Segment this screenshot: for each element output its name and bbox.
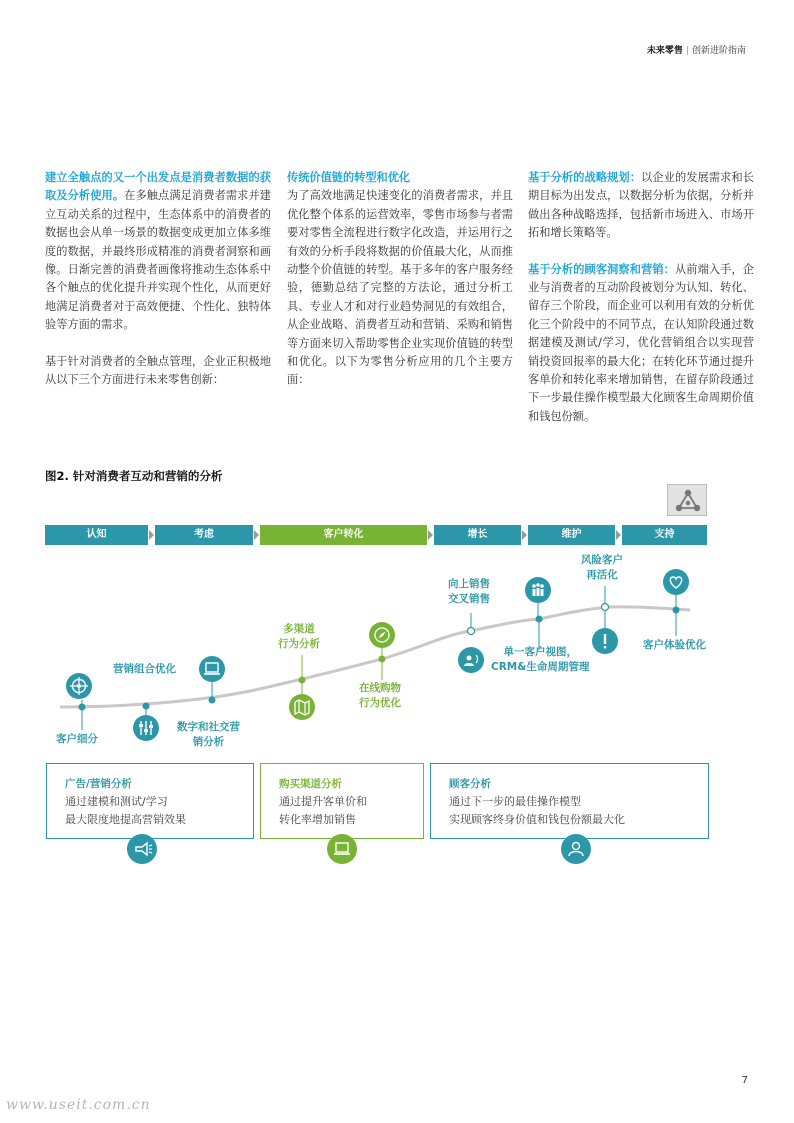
box-line: 实现顾客终身价值和钱包份额最大化	[449, 813, 625, 826]
col3-body-1: 以企业的发展需求和长期目标为出发点，以数据分析为依据，分析并做出各种战略选择，包括新市场进入、市场开拓和增长策略等。	[528, 171, 754, 240]
col1-lead: 建立全触点的又一个出发点是消费者数据的获取及分析使用。	[45, 171, 271, 203]
label-multichannel: 多渠道 行为分析	[278, 623, 320, 650]
col2-body: 为了高效地满足快速变化的消费者需求，并且优化整个体系的运营效率，零售市场参与者需要对零售全流程进行数字化改造，并运用行之有效的分析手段将数据的价值最大化，从而推动整个价值链的转型。基于多年的客户服务经验，德勤总结了完整的方法论，通过分析工具、专业人才和对行业趋势洞见的有效组合，从企业战略、消费者互动和营销、采购和销售等方面来切入帮助零售企业实现价值链的转型和优化。以下为零售分析应用的几个主要方面：	[287, 189, 513, 387]
box-title: 顾客分析	[449, 778, 491, 790]
box-line: 最大限度地提高营销效果	[65, 813, 186, 826]
box-line: 通过下一步的最佳操作模型	[449, 795, 581, 808]
label-digital-social: 数字和社交营 销分析	[177, 721, 240, 748]
page-number: 7	[741, 1075, 748, 1086]
col1-paragraph-2: 基于针对消费者的全触点管理，企业正积极地从以下三个方面进行未来零售创新：	[45, 354, 271, 387]
header-subtitle: 创新进阶指南	[691, 46, 746, 56]
label-single-view: 单一客户视图， CRM&生命周期管理	[491, 646, 590, 673]
col3-lead-2: 基于分析的顾客洞察和营销：	[528, 262, 675, 276]
stage-awareness: 认知	[45, 525, 148, 545]
stage-support: 支持	[622, 525, 707, 545]
col1-body: 在多触点满足消费者需求并建立互动关系的过程中，生态体系中的消费者的数据也会从单一场景的数据变成更加立体多维度的数据，并最终形成精准的消费者洞察和画像。日渐完善的消费者画像将推动生态体系中各个触点的优化提升并实现个性化，从而更好地满足消费者对于高效便捷、个性化、独特体验等方面的需求。	[45, 189, 271, 332]
label-upsell: 向上销售 交叉销售	[448, 578, 490, 605]
user-signal-icon	[458, 647, 484, 673]
box-line: 通过建模和测试/学习	[65, 795, 168, 808]
box-title: 广告/营销分析	[65, 778, 132, 790]
stage-growth: 增长	[434, 525, 521, 545]
megaphone-icon	[127, 834, 157, 864]
map-icon	[289, 694, 315, 720]
group-icon	[525, 577, 551, 603]
alert-icon	[592, 628, 618, 654]
stage-maintenance: 维护	[528, 525, 615, 545]
watermark: www.useit.com.cn	[6, 1097, 151, 1113]
label-marketing-mix: 营销组合优化	[113, 663, 176, 675]
col3-lead-1: 基于分析的战略规划：	[528, 171, 642, 184]
laptop-icon	[327, 834, 357, 864]
box-title: 购买渠道分析	[279, 778, 342, 790]
col2-heading: 传统价值链的转型和优化	[287, 171, 411, 184]
user-icon	[561, 834, 591, 864]
sliders-icon	[133, 715, 159, 741]
stage-conversion: 客户转化	[260, 525, 427, 545]
target-icon	[66, 673, 92, 699]
box-customer-analysis	[430, 763, 709, 839]
header-separator: |	[685, 46, 689, 56]
heart-icon	[663, 569, 689, 595]
label-online-shopping: 在线购物 行为优化	[359, 682, 401, 709]
stage-consideration: 考虑	[155, 525, 253, 545]
laptop-icon	[199, 656, 225, 682]
header-brand: 未来零售	[646, 46, 683, 56]
col3-body-2: 从前端入手，企业与消费者的互动阶段被划分为认知、转化、留存三个阶段，而企业可以利用有效的分析优化三个阶段中的不同节点，在认知阶段通过数据建模及测试/学习，优化营销组合以实现营销投资回报率的最大化；在转化环节通过提升客单价和转化率来增加销售，在留存阶段通过下一步最佳操作模型最大化顾客生命周期价值和钱包份额。	[528, 262, 754, 423]
box-channel-analysis	[260, 763, 424, 839]
figure-title: 图2. 针对消费者互动和营销的分析	[45, 469, 223, 483]
label-customer-segmentation: 客户细分	[56, 733, 98, 745]
label-risk-customer: 风险客户 再活化	[581, 554, 623, 581]
box-advertising-analysis	[46, 763, 254, 839]
box-line: 通过提升客单价和	[279, 795, 367, 808]
box-line: 转化率增加销售	[279, 813, 356, 826]
compass-icon	[369, 622, 395, 648]
label-experience: 客户体验优化	[643, 639, 706, 651]
